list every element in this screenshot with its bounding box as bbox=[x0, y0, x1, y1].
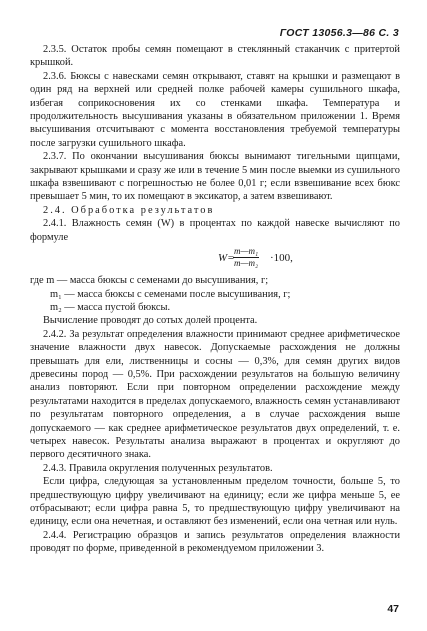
formula-lhs: W= bbox=[218, 252, 235, 265]
legend-line-m1: m₁ — масса бюксы с семенами после высушивания, г; bbox=[50, 288, 291, 300]
paragraph-2-3-6: 2.3.6. Бюксы с навесками семян открывают, ставят на крышки и размещают в один ряд на верхней или средней полке рабочей камеры сушильного шкафа, избегая соприкосновения их со стенками шкафа. Температура и продолжительность высушивания указаны в обязательном приложении 1. Время высушивания отсчитывают с момента восстановления требуемой температуры после загрузки сушильного шкафа. bbox=[30, 70, 400, 149]
formula-fraction bbox=[233, 246, 259, 269]
page-header: ГОСТ 13056.3—86 С. 3 bbox=[279, 27, 399, 39]
formula-rhs: ·100, bbox=[270, 252, 293, 265]
section-heading-2-4: 2.4. Обработка результатов bbox=[43, 204, 215, 216]
paragraph-rounding-rules: Если цифра, следующая за установленным пределом точности, больше 5, то предшествующую цифру увеличивают на единицу; если же цифра меньше 5, ее отбрасывают; если цифра равна 5, то предшествующую цифру увеличивают на единицу, если она нечетная, и оставляют без изменений, если она четная или нуль. bbox=[30, 476, 400, 528]
document-body bbox=[30, 43, 400, 556]
formula-numerator: m—m₁ bbox=[234, 246, 259, 257]
formula-denominator: m—m₂ bbox=[234, 258, 259, 269]
moisture-formula bbox=[30, 244, 400, 274]
paragraph-2-4-1: 2.4.1. Влажность семян (W) в процентах по каждой навеске вычисляют по формуле bbox=[30, 218, 400, 243]
paragraph-2-4-4: 2.4.4. Регистрацию образцов и запись результатов определения влажности проводят по форме, приведенной в рекомендуемом приложении 3. bbox=[30, 529, 400, 555]
paragraph-2-3-7: 2.3.7. По окончании высушивания бюксы вынимают тигельными щипцами, закрывают крышками и сразу же или в течение 5 мин после выемки из сушильного шкафа взвешивают с погрешностью не более 0,01 г; если взвешивание всех бюкс превышает 5 мин, то их помещают в эксикатор, а затем взвешивают. bbox=[30, 151, 400, 203]
paragraph-2-3-5: 2.3.5. Остаток пробы семян помещают в стеклянный стаканчик с притертой крышкой. bbox=[30, 44, 400, 69]
paragraph-2-4-2: 2.4.2. За результат определения влажности принимают среднее арифметическое значение влажности двух навесок. Допускаемые расхождения не должны превышать для ели, лиственницы и сосны — 0,3%, для семян других видов древесины пород — 0,5%. При расхождении результатов на большую величину анализ повторяют. Если при повторном определении расхождение между результатами находится в пределах допускаемого, влажность семян устанавливают по результатам повторного определения, а в случае расхождения выше допускаемого — как среднее арифметическое результатов двух определений, т. е. четырех навесок. Результаты анализа выражают в процентах и округляют до первого десятичного знака. bbox=[30, 328, 400, 461]
legend-line-m2: m₂ — масса пустой бюксы. bbox=[50, 301, 171, 313]
paragraph-2-4-3: 2.4.3. Правила округления полученных результатов. bbox=[43, 462, 273, 474]
paragraph-precision-note: Вычисление проводят до сотых долей процента. bbox=[43, 315, 258, 327]
page-number: 47 bbox=[387, 603, 399, 615]
legend-line-m: где m — масса бюксы с семенами до высушивания, г; bbox=[30, 275, 269, 287]
